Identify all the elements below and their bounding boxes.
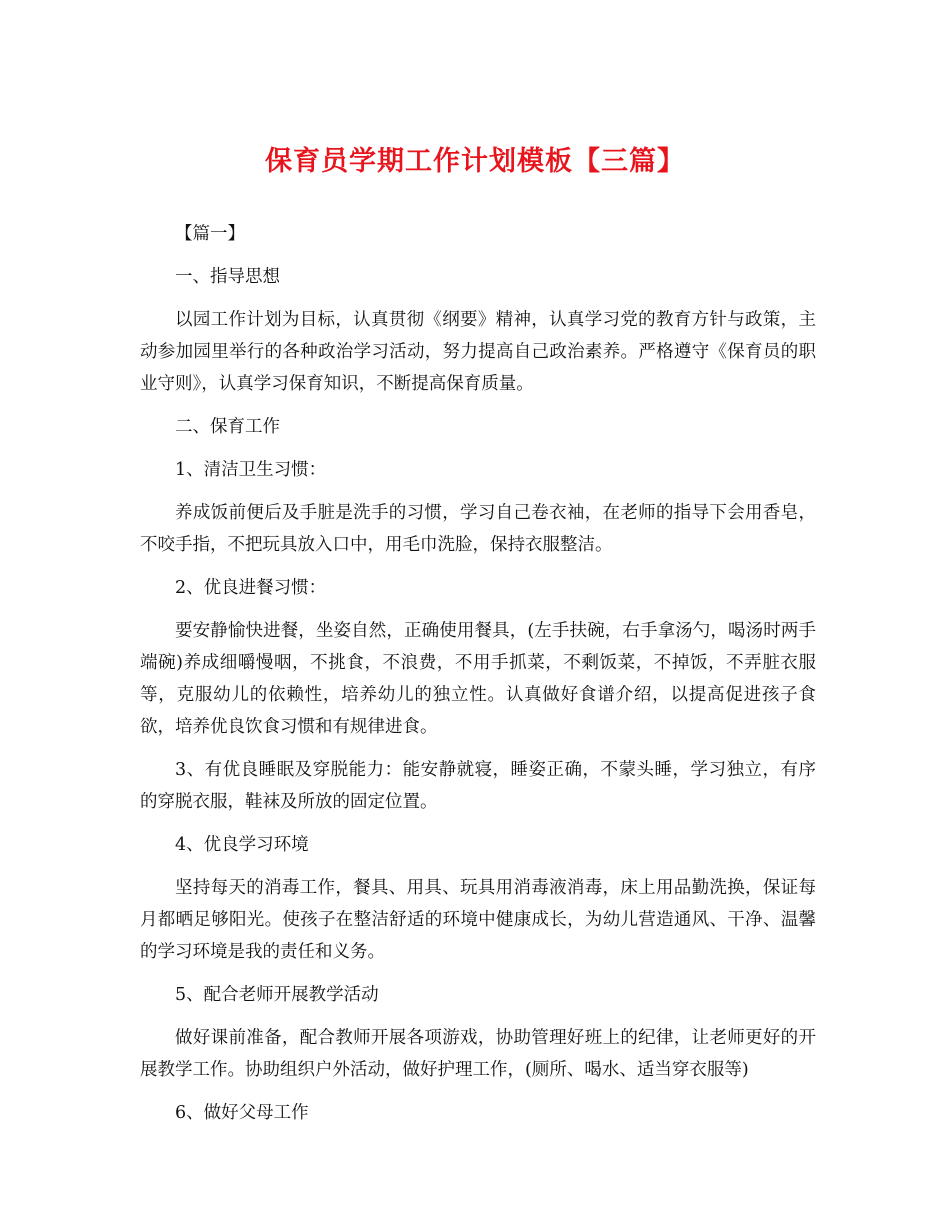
heading-parent-work: 6、做好父母工作 [175, 1103, 309, 1123]
heading-learning-environment: 4、优良学习环境 [175, 835, 309, 855]
paragraph-guiding-ideology: 以园工作计划为目标，认真贯彻《纲要》精神，认真学习党的教育方针与政策，主动参加园里举行的各种政治学习活动，努力提高自己政治素养。严格遵守《保育员的职业守则》，认真学习保育知识，不断提高保育质量。 [140, 310, 816, 394]
heading-hygiene-habits: 1、清洁卫生习惯： [175, 460, 327, 480]
section-marker: 【篇一】 [175, 224, 245, 244]
heading-eating-habits: 2、优良进餐习惯： [175, 578, 327, 598]
paragraph-hygiene-habits: 养成饭前便后及手脏是洗手的习惯，学习自己卷衣袖，在老师的指导下会用香皂，不咬手指，不把玩具放入口中，用毛巾洗脸，保持衣服整洁。 [140, 503, 816, 555]
paragraph-eating-habits: 要安静愉快进餐，坐姿自然，正确使用餐具，(左手扶碗，右手拿汤勺，喝汤时两手端碗)养成细嚼慢咽，不挑食，不浪费，不用手抓菜，不剩饭菜，不掉饭，不弄脏衣服等，克服幼儿的依赖性，培养幼儿的独立性。认真做好食谱介绍，以提高促进孩子食欲，培养优良饮食习惯和有规律进食。 [140, 621, 816, 737]
paragraph-learning-environment: 坚持每天的消毒工作，餐具、用具、玩具用消毒液消毒，床上用品勤洗换，保证每月都晒足够阳光。使孩子在整洁舒适的环境中健康成长，为幼儿营造通风、干净、温馨的学习环境是我的责任和义务。 [140, 878, 816, 962]
heading-teaching-support: 5、配合老师开展教学活动 [175, 985, 379, 1005]
document-title: 保育员学期工作计划模板【三篇】 [265, 146, 685, 177]
heading-guiding-ideology: 一、指导思想 [175, 267, 280, 287]
document-body [140, 218, 816, 1140]
heading-care-work: 二、保育工作 [175, 417, 280, 437]
paragraph-teaching-support: 做好课前准备，配合教师开展各项游戏，协助管理好班上的纪律，让老师更好的开展教学工作。协助组织户外活动，做好护理工作，(厕所、喝水、适当穿衣服等) [140, 1028, 816, 1080]
paragraph-sleep-dressing: 3、有优良睡眠及穿脱能力：能安静就寝，睡姿正确，不蒙头睡，学习独立，有序的穿脱衣服，鞋袜及所放的固定位置。 [140, 760, 816, 812]
